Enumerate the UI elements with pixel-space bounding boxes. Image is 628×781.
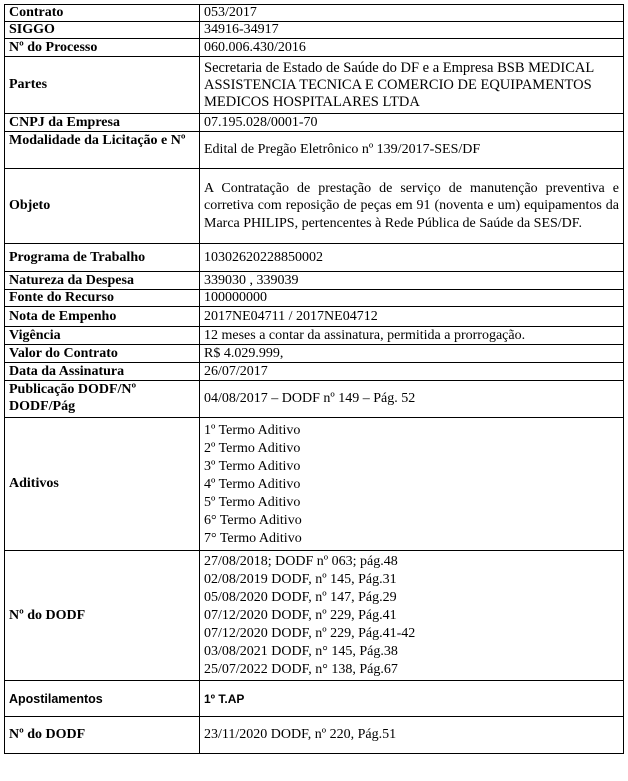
label-valor: Valor do Contrato	[5, 345, 200, 363]
value-apostilamentos-cell	[200, 681, 624, 717]
value-dodf-aditivos	[200, 551, 624, 681]
row-apostilamentos	[5, 681, 624, 717]
row-vigencia	[5, 327, 624, 345]
row-natureza	[5, 272, 624, 290]
aditivo-item: 1º Termo Aditivo	[204, 423, 301, 438]
aditivo-item: 5º Termo Aditivo	[204, 495, 301, 510]
label-vigencia: Vigência	[5, 327, 200, 345]
value-cnpj: 07.195.028/0001-70	[200, 114, 624, 132]
label-processo: Nº do Processo	[5, 39, 200, 57]
row-modalidade	[5, 132, 624, 169]
row-programa	[5, 244, 624, 272]
dodf-item: 27/08/2018; DODF nº 063; pág.48	[204, 554, 398, 569]
label-apostilamentos: Apostilamentos	[5, 681, 200, 717]
row-contrato	[5, 5, 624, 22]
aditivo-item: 6° Termo Aditivo	[204, 513, 302, 528]
value-publicacao: 04/08/2017 – DODF nº 149 – Pág. 52	[200, 381, 624, 418]
value-valor: R$ 4.029.999,	[200, 345, 624, 363]
label-modalidade: Modalidade da Licitação e Nº	[5, 132, 200, 169]
dodf-item: 03/08/2021 DODF, n° 145, Pág.38	[204, 644, 398, 659]
row-valor	[5, 345, 624, 363]
dodf-item: 25/07/2022 DODF, n° 138, Pág.67	[204, 662, 398, 677]
value-programa: 10302620228850002	[200, 244, 624, 272]
row-dodf-apostilamentos	[5, 717, 624, 754]
value-processo: 060.006.430/2016	[200, 39, 624, 57]
dodf-item: 07/12/2020 DODF, nº 229, Pág.41-42	[204, 626, 416, 641]
label-objeto: Objeto	[5, 169, 200, 244]
label-publicacao: Publicação DODF/Nº DODF/Pág	[5, 381, 200, 418]
aditivo-item: 2º Termo Aditivo	[204, 441, 301, 456]
row-empenho	[5, 307, 624, 327]
value-fonte: 100000000	[200, 290, 624, 307]
value-modalidade: Edital de Pregão Eletrônico nº 139/2017-SES/DF	[200, 132, 624, 169]
row-partes	[5, 57, 624, 114]
value-apostilamentos: 1º T.AP	[204, 691, 245, 706]
label-partes: Partes	[5, 57, 200, 114]
row-aditivos	[5, 418, 624, 551]
row-objeto	[5, 169, 624, 244]
label-fonte: Fonte do Recurso	[5, 290, 200, 307]
dodf-item: 07/12/2020 DODF, nº 229, Pág.41	[204, 608, 397, 623]
contract-summary-table	[4, 4, 624, 754]
row-fonte	[5, 290, 624, 307]
row-data-assinatura	[5, 363, 624, 381]
value-aditivos	[200, 418, 624, 551]
label-siggo: SIGGO	[5, 22, 200, 39]
dodf-item: 02/08/2019 DODF, nº 145, Pág.31	[204, 572, 397, 587]
row-dodf-aditivos	[5, 551, 624, 681]
label-aditivos: Aditivos	[5, 418, 200, 551]
label-dodf-apostilamentos: Nº do DODF	[5, 717, 200, 754]
value-objeto: A Contratação de prestação de serviço de manutenção preventiva e corretiva com reposição de peças em 91 (noventa e um) equipamentos da Marca PHILIPS, pertencentes à Rede Pública de Saúde da SES/DF.	[200, 169, 624, 244]
label-contrato: Contrato	[5, 5, 200, 22]
label-data-assinatura: Data da Assinatura	[5, 363, 200, 381]
value-data-assinatura: 26/07/2017	[200, 363, 624, 381]
value-vigencia: 12 meses a contar da assinatura, permitida a prorrogação.	[200, 327, 624, 345]
value-siggo: 34916-34917	[200, 22, 624, 39]
value-empenho: 2017NE04711 / 2017NE04712	[200, 307, 624, 327]
aditivo-item: 3º Termo Aditivo	[204, 459, 301, 474]
value-dodf-apostilamentos: 23/11/2020 DODF, nº 220, Pág.51	[200, 717, 624, 754]
row-publicacao	[5, 381, 624, 418]
label-dodf-aditivos: Nº do DODF	[5, 551, 200, 681]
aditivo-item: 4º Termo Aditivo	[204, 477, 301, 492]
label-natureza: Natureza da Despesa	[5, 272, 200, 290]
row-siggo	[5, 22, 624, 39]
label-programa: Programa de Trabalho	[5, 244, 200, 272]
row-cnpj	[5, 114, 624, 132]
dodf-item: 05/08/2020 DODF, nº 147, Pág.29	[204, 590, 397, 605]
aditivo-item: 7° Termo Aditivo	[204, 531, 302, 546]
value-partes: Secretaria de Estado de Saúde do DF e a Empresa BSB MEDICAL ASSISTENCIA TECNICA E COMERCIO DE EQUIPAMENTOS MEDICOS HOSPITALARES LTDA	[200, 57, 624, 114]
label-empenho: Nota de Empenho	[5, 307, 200, 327]
label-cnpj: CNPJ da Empresa	[5, 114, 200, 132]
row-processo	[5, 39, 624, 57]
value-contrato: 053/2017	[200, 5, 624, 22]
value-natureza: 339030 , 339039	[200, 272, 624, 290]
